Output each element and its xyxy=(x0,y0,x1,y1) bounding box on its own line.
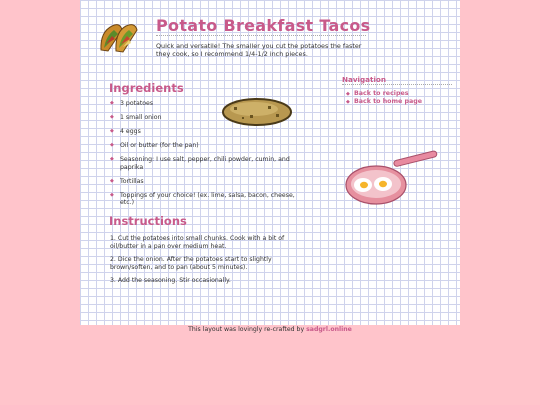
list-item: ◆ Tortillas xyxy=(110,178,300,186)
instruction-step: 1. Cut the potatoes into small chunks. Cook with a bit of oil/butter in a pan over medium heat. xyxy=(110,235,285,250)
nav-link-home[interactable]: ◆ Back to home page xyxy=(346,98,422,106)
instructions-list xyxy=(110,235,290,284)
instruction-step: 2. Dice the onion. After the potatoes start to slightly brown/soften, and to pan (about 5 minutes). xyxy=(110,256,272,271)
navigation-heading: Navigation xyxy=(342,75,386,84)
list-item: ◆ Toppings of your choice! (ex. lime, salsa, bacon, cheese, etc.) xyxy=(110,192,300,207)
page-title: Potato Breakfast Tacos xyxy=(156,16,371,35)
instructions-heading: Instructions xyxy=(109,214,187,228)
recipe-page xyxy=(80,0,460,325)
frying-pan-eggs-icon xyxy=(344,155,440,209)
list-item: ◆ Oil or butter (for the pan) xyxy=(110,142,300,150)
ingredients-heading: Ingredients xyxy=(109,81,184,95)
list-item: ◆ Seasoning: I use salt, pepper, chili powder, cumin, and paprika xyxy=(110,156,300,171)
footer-credit-link[interactable]: sadgrl.online xyxy=(306,326,352,333)
nav-link-recipes[interactable]: ◆ Back to recipes xyxy=(346,90,422,98)
list-item: ◆ 4 eggs xyxy=(110,128,300,136)
navigation-divider xyxy=(342,84,452,85)
list-item: ◆ 1 small onion xyxy=(110,114,300,122)
list-item: ◆ 3 potatoes xyxy=(110,100,300,108)
intro-text: Quick and versatile! The smaller you cut the potatoes the faster they cook, so I recommend 1/4-1/2 inch pieces. xyxy=(156,42,362,58)
potato-pixel-icon xyxy=(220,95,294,129)
instruction-step: 3. Add the seasoning. Stir occasionally. xyxy=(110,277,231,284)
navigation-list xyxy=(346,90,422,106)
footer-text: This layout was lovingly re-crafted by xyxy=(188,326,305,333)
tacos-pixel-icon xyxy=(98,20,140,54)
title-divider xyxy=(156,35,366,36)
footer xyxy=(80,325,460,333)
